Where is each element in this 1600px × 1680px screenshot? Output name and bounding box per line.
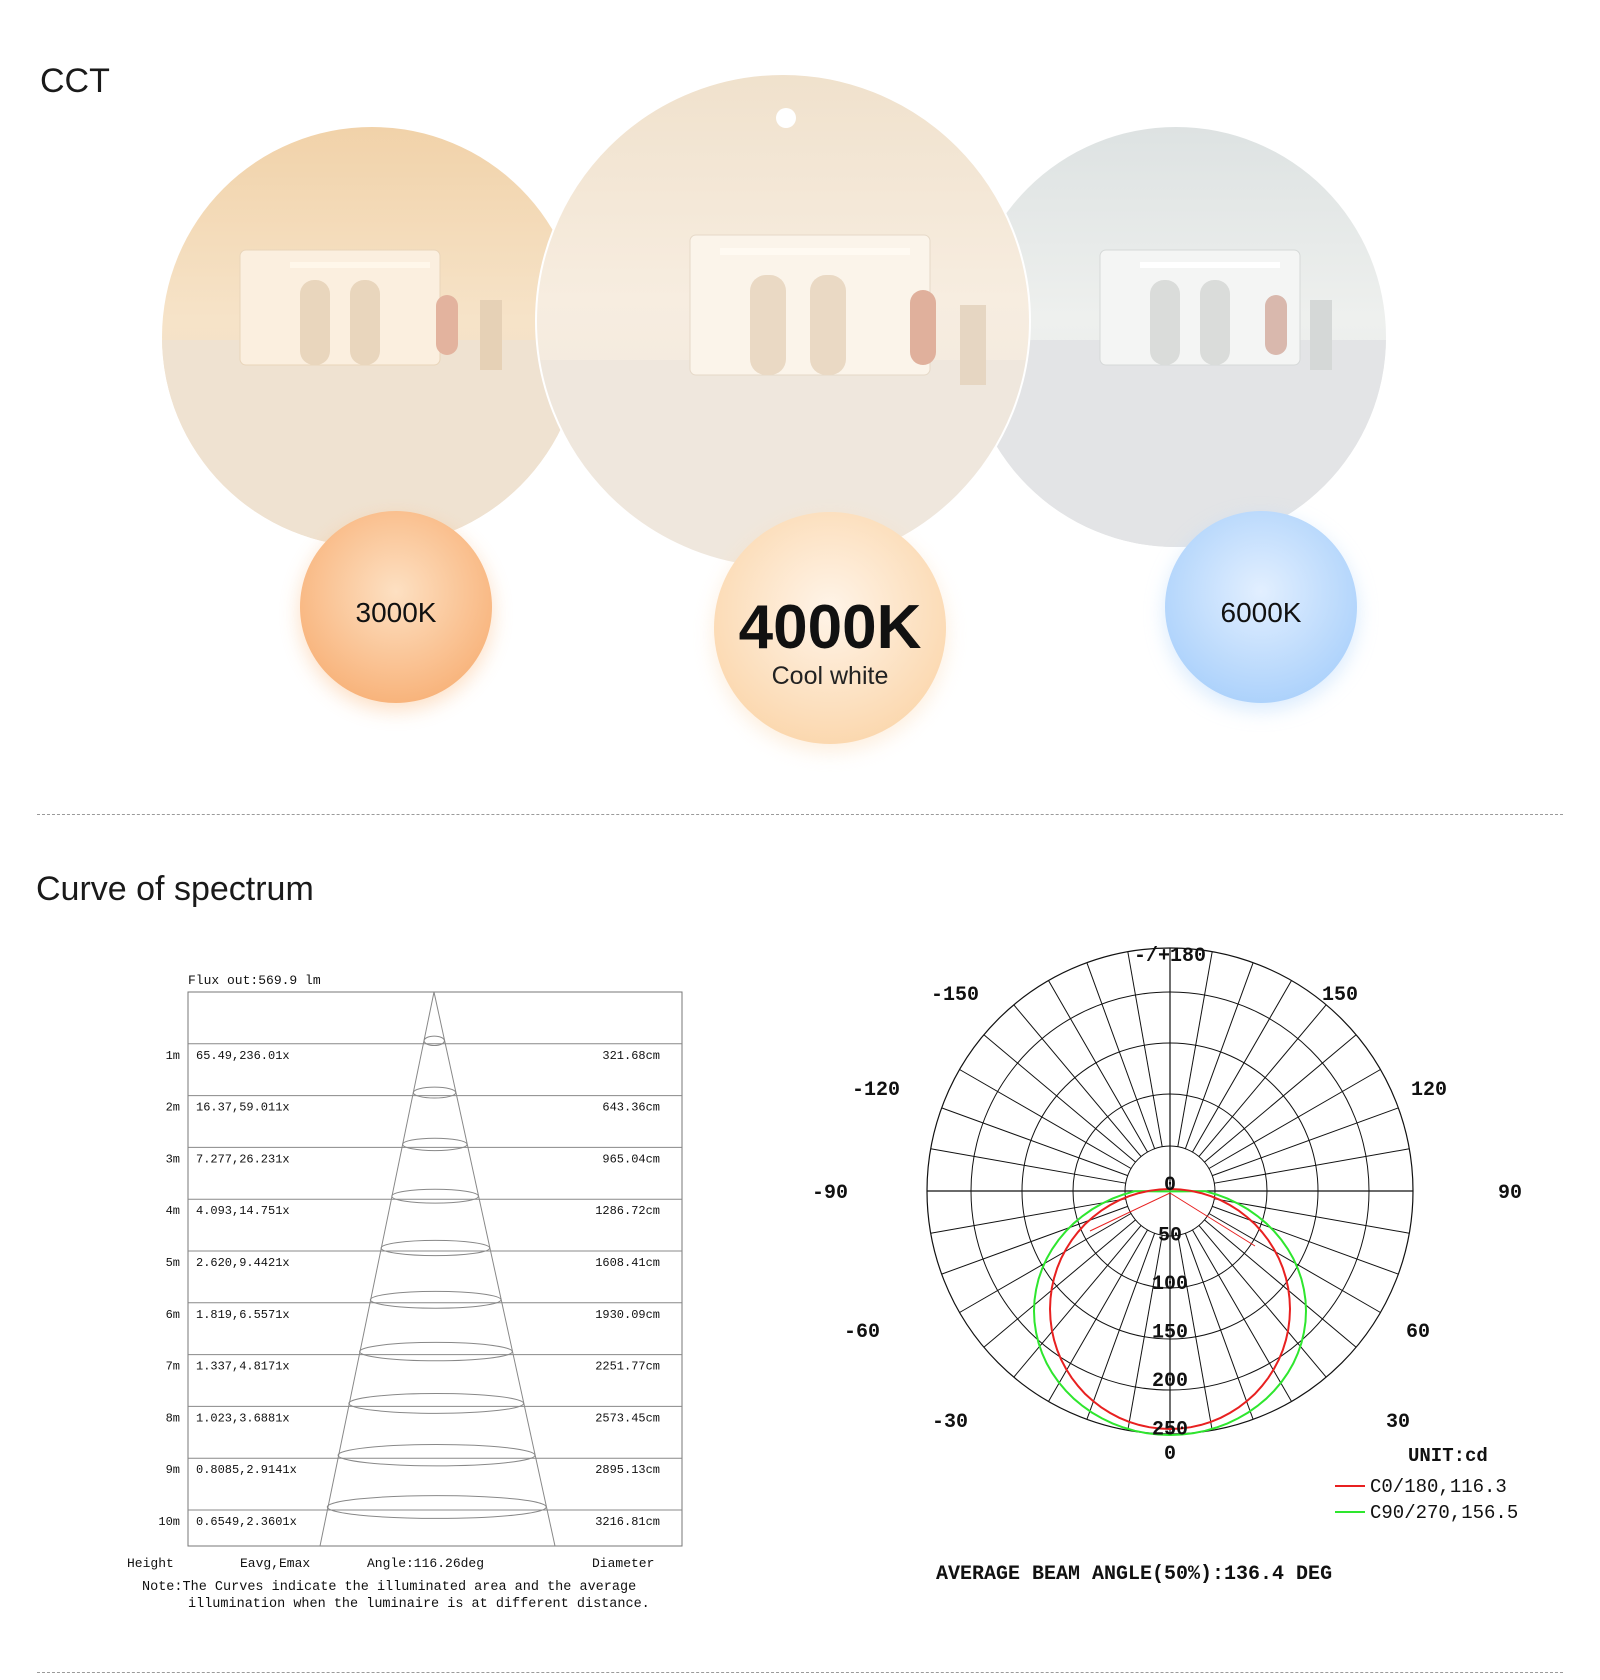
beam-angle-caption: AVERAGE BEAM ANGLE(50%):136.4 DEG [936, 1563, 1333, 1586]
row-eavg: 1.819,6.5571x [196, 1307, 290, 1322]
polar-angle-label: 90 [1497, 1182, 1523, 1205]
cct-image-group [0, 0, 1600, 760]
footer-diameter: Diameter [592, 1556, 655, 1571]
polar-angle-label: -60 [843, 1321, 881, 1344]
polar-angle-label: -30 [931, 1411, 969, 1434]
cone-ellipse [327, 1496, 546, 1519]
polar-angle-label: -90 [811, 1182, 849, 1205]
polar-spoke [942, 1108, 1128, 1176]
polar-radial-tick: 150 [1151, 1321, 1189, 1345]
row-eavg: 16.37,59.011x [196, 1100, 290, 1115]
polar-spoke [1214, 1149, 1409, 1183]
row-height: 3m [165, 1152, 180, 1167]
cone-ellipse [360, 1342, 513, 1360]
polar-spoke [1185, 1233, 1253, 1419]
cone-ellipse [403, 1138, 467, 1150]
row-diameter: 1286.72cm [595, 1204, 660, 1219]
legend-c0-label: C0/180,116.3 [1370, 1476, 1507, 1498]
footer-height: Height [127, 1556, 174, 1571]
cone-ellipse [370, 1291, 501, 1308]
row-height: 9m [165, 1463, 180, 1478]
row-height: 6m [165, 1307, 180, 1322]
row-diameter: 965.04cm [602, 1152, 660, 1167]
polar-radial-tick: 0 [1163, 1174, 1177, 1197]
polar-radial-tick: 250 [1151, 1418, 1189, 1442]
row-height: 10m [158, 1515, 180, 1529]
polar-angle-label: 120 [1410, 1079, 1448, 1102]
cone-edge-right [434, 992, 555, 1546]
polar-angle-label: -150 [930, 984, 980, 1007]
row-eavg: 4.093,14.751x [196, 1204, 290, 1219]
badge-6000k-label: 6000K [1220, 597, 1302, 628]
cone-ellipse [338, 1445, 535, 1466]
polar-spoke [942, 1206, 1128, 1274]
polar-angle-label: -/+180 [1133, 945, 1207, 968]
room-image-4000k [530, 70, 1040, 580]
section-divider-bottom [37, 1672, 1563, 1673]
polar-radial-tick: 200 [1151, 1370, 1189, 1393]
polar-spoke [1212, 1108, 1398, 1176]
row-eavg: 65.49,236.01x [196, 1048, 290, 1063]
cone-edge-left [320, 992, 434, 1546]
polar-spoke [1087, 1233, 1155, 1419]
cct-title: CCT [40, 62, 110, 100]
polar-spoke [1185, 963, 1253, 1149]
cone-ellipse [392, 1189, 479, 1203]
cone-ellipse [381, 1240, 490, 1255]
unit-label: UNIT:cd [1408, 1445, 1488, 1467]
polar-angle-label: -120 [851, 1079, 901, 1102]
polar-spoke [984, 1035, 1136, 1162]
polar-distribution-chart [811, 945, 1600, 1635]
row-diameter: 2895.13cm [595, 1463, 660, 1478]
row-height: 5m [165, 1256, 180, 1270]
polar-spoke [1128, 952, 1162, 1147]
footer-eavg: Eavg,Emax [240, 1556, 311, 1571]
row-diameter: 1608.41cm [595, 1256, 660, 1270]
flux-label: Flux out:569.9 lm [188, 973, 321, 988]
polar-radial-tick: 100 [1151, 1273, 1189, 1296]
polar-spoke [1212, 1206, 1398, 1274]
row-height: 2m [165, 1100, 180, 1115]
polar-spoke [931, 1149, 1126, 1183]
row-eavg: 7.277,26.231x [196, 1152, 290, 1167]
cone-ellipse [413, 1087, 455, 1098]
polar-angle-label: 60 [1405, 1321, 1431, 1344]
c0-spike [1170, 1193, 1255, 1246]
polar-spoke [1199, 1005, 1326, 1157]
legend-c90-label: C90/270,156.5 [1370, 1502, 1519, 1524]
row-eavg: 1.023,3.6881x [196, 1411, 290, 1426]
illuminance-chart [0, 950, 760, 1650]
polar-spoke [1014, 1225, 1141, 1377]
polar-spoke [1014, 1005, 1141, 1157]
polar-angle-label: 30 [1385, 1411, 1411, 1434]
row-eavg: 0.8085,2.9141x [196, 1463, 297, 1478]
row-diameter: 643.36cm [602, 1100, 660, 1115]
spectrum-title: Curve of spectrum [36, 870, 314, 908]
row-eavg: 0.6549,2.3601x [196, 1515, 297, 1529]
polar-angle-label: 0 [1163, 1443, 1177, 1466]
row-height: 7m [165, 1359, 180, 1374]
row-eavg: 1.337,4.8171x [196, 1359, 290, 1374]
polar-spoke [1178, 952, 1212, 1147]
footer-angle: Angle:116.26deg [367, 1556, 485, 1571]
row-height: 1m [165, 1048, 180, 1063]
section-divider [37, 814, 1563, 815]
row-eavg: 2.620,9.4421x [196, 1256, 290, 1270]
row-height: 8m [165, 1411, 180, 1426]
cone-ellipse [349, 1393, 524, 1413]
row-diameter: 3216.81cm [595, 1515, 660, 1529]
note-line-1: Note:The Curves indicate the illuminated area and the average [142, 1580, 637, 1595]
badge-4000k-desc: Cool white [771, 662, 889, 690]
polar-spoke [1087, 963, 1155, 1149]
row-diameter: 1930.09cm [595, 1307, 660, 1322]
row-height: 4m [165, 1204, 180, 1219]
row-diameter: 321.68cm [602, 1048, 660, 1063]
polar-spoke [1199, 1225, 1326, 1377]
row-diameter: 2251.77cm [595, 1359, 660, 1374]
row-diameter: 2573.45cm [595, 1411, 660, 1426]
polar-radial-tick: 50 [1157, 1224, 1183, 1248]
polar-angle-label: 150 [1321, 984, 1359, 1007]
badge-3000k-label: 3000K [355, 597, 437, 628]
polar-spoke [1204, 1035, 1356, 1162]
badge-4000k-label: 4000K [738, 593, 922, 662]
note-line-2: illumination when the luminaire is at different distance. [188, 1597, 650, 1612]
room-image-3000k [160, 125, 590, 560]
polar-spoke [1214, 1199, 1409, 1233]
